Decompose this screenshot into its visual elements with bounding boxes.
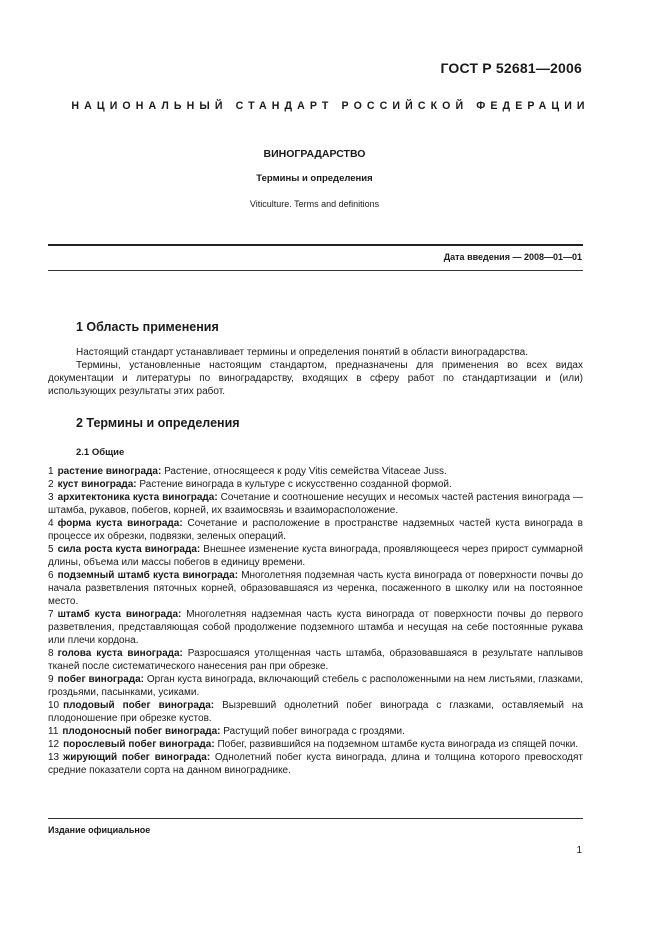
paragraph: Термины, установленные настоящим стандартом, предназначены для применения во всех видах документации и литературы по виноградарству, входящих в сферу работ по стандартизации и (или) использующих результаты этих работ. bbox=[48, 360, 583, 397]
term-definition: Растение винограда в культуре с искусственно созданной формой. bbox=[139, 479, 452, 490]
subsection-2-1-heading: 2.1 Общие bbox=[76, 447, 125, 458]
term-number: 2 bbox=[48, 479, 54, 490]
term-definition: Внешнее изменение куста винограда, проявляющееся через прирост суммарной длины, объема или массы побегов в единицу времени. bbox=[48, 544, 584, 568]
term-definition: Орган куста винограда, включающий стебель с расположенными на нем листьями, глазками, гроздьями, пасынками, усиками. bbox=[48, 674, 583, 698]
term-entry bbox=[48, 725, 583, 738]
term-name: форма куста винограда: bbox=[57, 518, 183, 529]
term-entry bbox=[48, 608, 583, 647]
header-divider-thin bbox=[48, 270, 583, 271]
term-name: растение винограда: bbox=[57, 466, 162, 477]
term-definition: Сочетание и расположение в пространстве надземных частей куста винограда в процессе их обрезки, подвязки, зеленых операций. bbox=[48, 518, 583, 542]
term-definition: Побег, развившийся на подземном штамбе куста винограда из спящей почки. bbox=[217, 739, 579, 750]
term-entry bbox=[48, 478, 583, 491]
section-2-heading: 2 Термины и определения bbox=[76, 416, 240, 430]
term-number: 4 bbox=[48, 518, 54, 529]
term-name: куст винограда: bbox=[57, 479, 137, 490]
term-definition: Вызревший однолетний побег винограда с глазками, оставляемый на плодоношение при обрезке кустов. bbox=[48, 700, 584, 724]
paragraph: Настоящий стандарт устанавливает термины и определения понятий в области виноградарства. bbox=[76, 347, 529, 358]
header-divider-thick bbox=[48, 244, 583, 246]
term-name: порослевый побег винограда: bbox=[63, 739, 215, 750]
standard-number: ГОСТ Р 52681—2006 bbox=[440, 60, 582, 76]
national-standard-banner: НАЦИОНАЛЬНЫЙ СТАНДАРТ РОССИЙСКОЙ ФЕДЕРАЦИИ bbox=[71, 100, 590, 112]
introduction-date: Дата введения — 2008—01—01 bbox=[443, 252, 582, 262]
term-entry bbox=[48, 491, 583, 517]
edition-label: Издание официальное bbox=[48, 825, 151, 835]
section-1-heading: 1 Область применения bbox=[76, 320, 219, 334]
footer-divider bbox=[48, 818, 583, 819]
term-definition: Многолетняя подземная часть куста винограда от поверхности почвы до начала разветвления пяточных корней, образовавшаяся из черенка, посаженного в школку или на постоянное место. bbox=[48, 570, 584, 607]
term-number: 6 bbox=[48, 570, 54, 581]
terms-list bbox=[48, 465, 583, 777]
page-number: 1 bbox=[576, 845, 582, 856]
term-name: подземный штамб куста винограда: bbox=[57, 570, 239, 581]
term-definition: Разросшаяся утолщенная часть штамба, образовавшаяся в результате наплывов тканей после систематического нанесения ран при обрезке. bbox=[48, 648, 584, 672]
term-name: плодоносный побег винограда: bbox=[62, 726, 221, 737]
term-number: 8 bbox=[48, 648, 54, 659]
term-entry bbox=[48, 543, 583, 569]
term-definition: Многолетняя надземная часть куста винограда от поверхности почвы до первого разветвления, представляющая собой продолжение подземного штамба и несущая на себе постоянные рукава или плечи кордона. bbox=[48, 609, 584, 646]
term-number: 5 bbox=[48, 544, 54, 555]
term-number: 3 bbox=[48, 492, 54, 503]
term-entry bbox=[48, 569, 583, 608]
term-number: 10 bbox=[48, 700, 60, 711]
term-entry bbox=[48, 647, 583, 673]
term-number: 12 bbox=[48, 739, 60, 750]
term-definition: Растущий побег винограда с гроздями. bbox=[223, 726, 405, 737]
term-entry bbox=[48, 517, 583, 543]
term-entry bbox=[48, 673, 583, 699]
term-definition: Однолетний побег куста винограда, длина и толщина которого превосходят средние показатели сорта на данном винограднике. bbox=[48, 752, 583, 776]
term-number: 11 bbox=[48, 726, 59, 737]
section-1-body bbox=[48, 346, 583, 398]
term-entry bbox=[48, 751, 583, 777]
term-number: 7 bbox=[48, 609, 54, 620]
document-title: ВИНОГРАДАРСТВО bbox=[263, 148, 366, 160]
term-number: 13 bbox=[48, 752, 60, 763]
term-name: побег винограда: bbox=[57, 674, 145, 685]
term-definition: Сочетание и соотношение несущих и несомых частей растения винограда — штамба, рукавов, побегов, корней, их взаимосвязь и взаиморасположение. bbox=[48, 492, 583, 516]
term-name: сила роста куста винограда: bbox=[57, 544, 201, 555]
term-name: архитектоника куста винограда: bbox=[57, 492, 218, 503]
term-entry bbox=[48, 465, 583, 478]
term-number: 1 bbox=[48, 466, 54, 477]
document-subtitle: Термины и определения bbox=[256, 173, 373, 184]
term-number: 9 bbox=[48, 674, 54, 685]
english-title: Viticulture. Terms and definitions bbox=[249, 199, 380, 209]
term-name: штамб куста винограда: bbox=[57, 609, 182, 620]
term-name: плодовый побег винограда: bbox=[63, 700, 215, 711]
term-entry bbox=[48, 738, 583, 751]
term-entry bbox=[48, 699, 583, 725]
term-name: жирующий побег винограда: bbox=[63, 752, 211, 763]
term-definition: Растение, относящееся к роду Vitis семейства Vitaceae Juss. bbox=[164, 466, 447, 477]
term-name: голова куста винограда: bbox=[57, 648, 183, 659]
